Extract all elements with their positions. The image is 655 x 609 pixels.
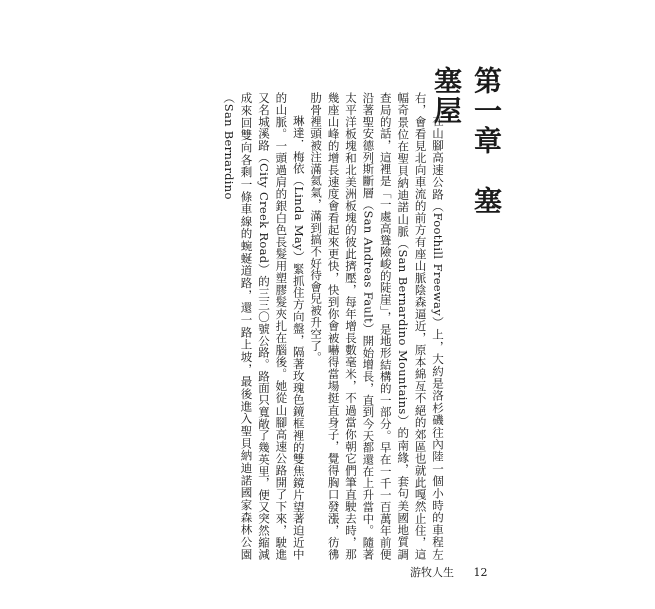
chapter-title: 第一章 塞塞屋 — [430, 66, 503, 216]
running-title: 游牧人生 — [410, 566, 454, 579]
page-footer — [410, 564, 504, 580]
page-number: 12 — [473, 566, 488, 579]
paragraph-1: 在山腳高速公路（Foothill Freeway）上，大約是洛杉磯往內陸一個小時的車程左右，會看見北向車流的前方有座山脈陰森逼近，原本綿亙不絕的郊區也就此嘎然止住，這幅奇景位在聖貝納迪諾山脈（San Bernardino Mountains）的南緣，套句美國地質調查局的話，這裡是「一處高聳險峻的陡崖」，是地形結構的一部分。早在一千一百萬年前便沿著聖安德列斯斷層（San Andreas Fault）開始增長，直到今天都還在上升當中。隨著太平洋板塊和北美洲板塊的彼此擠壓，每年增長數毫米，不過當你朝它們筆直駛去時，那幾座山峰的增長速度會看起來更快，快到你會被嚇得當場挺直身子，覺得胸口發漲，彷彿肋骨裡頭被注滿氦氣，滿到搞不好待會兒被升空了。 — [309, 92, 445, 560]
paragraph-2: 琳達．梅依（Linda May）緊抓住方向盤，隔著玫瑰色鏡框裡的雙焦鏡片望著迫近中的山脈。一頭過肩的銀白色長髮用塑膠髮夾扎在腦後。她從山腳高速公路開了下來，駛進又名城溪路（City Creek Road）的三三〇號公路。路面只寬敞了幾英里，便又突然縮減成來回雙向各剩一條車線的蜿蜒道路，還一路上坡，最後進入聖貝納迪諾國家森林公園（San Bernardino — [222, 92, 306, 560]
body-text — [186, 92, 446, 560]
